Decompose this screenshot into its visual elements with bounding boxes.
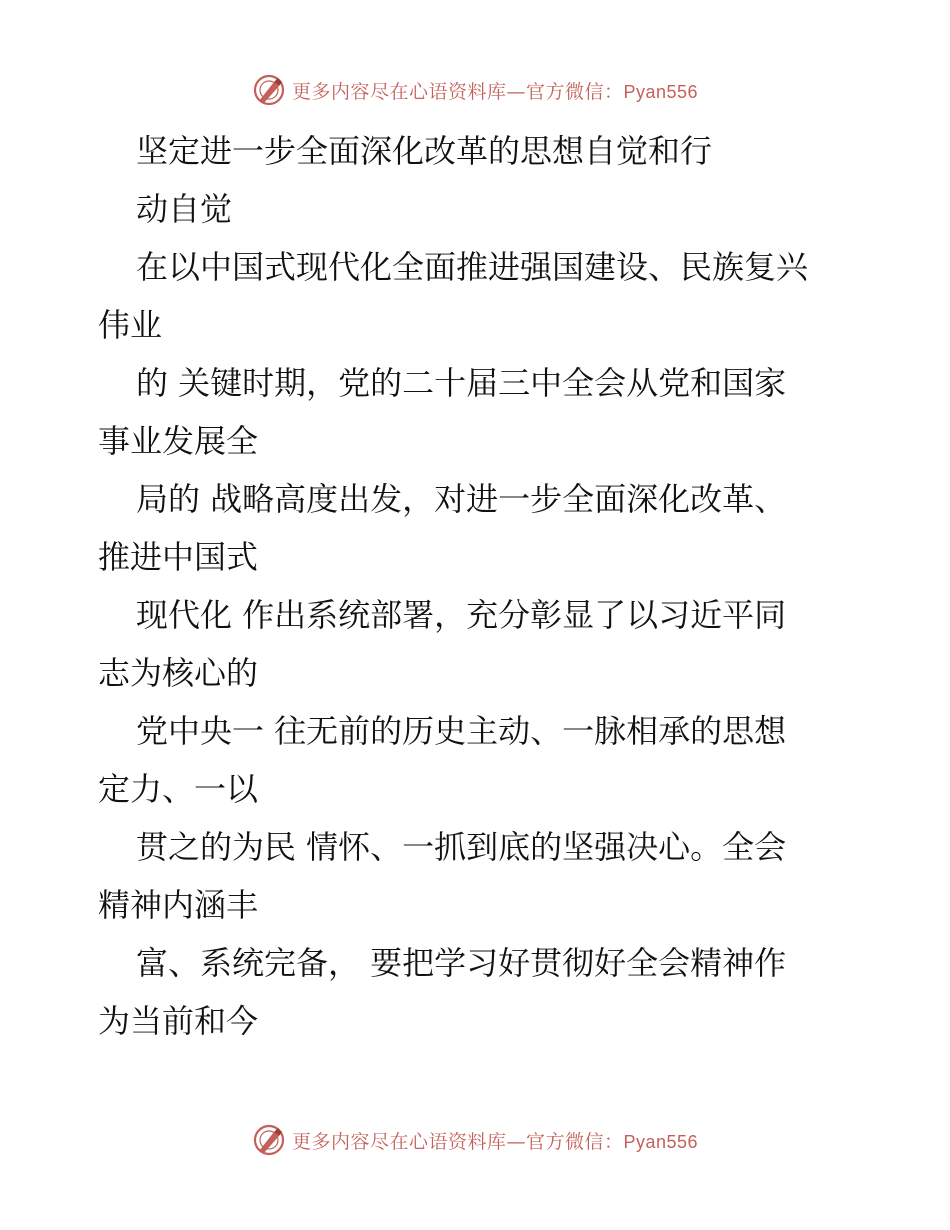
text-line: 现代化 作出系统部署，充分彰显了以习近平同: [136, 596, 787, 634]
banner-text: 更多内容尽在心语资料库—官方微信：Pyan556: [291, 1130, 699, 1153]
banner-text: 更多内容尽在心语资料库—官方微信：Pyan556: [291, 80, 699, 103]
text-line: 在以中国式现代化全面推进强国建设、民族复兴: [136, 248, 809, 286]
text-line: 精神内涵丰: [98, 886, 259, 924]
text-line: 的 关键时期，党的二十届三中全会从党和国家: [136, 364, 787, 402]
text-line: 事业发展全: [98, 422, 259, 460]
text-line: 党中央一 往无前的历史主动、一脉相承的思想: [136, 712, 787, 750]
text-line: 志为核心的: [98, 654, 259, 692]
text-line: 富、系统完备， 要把学习好贯彻好全会精神作: [136, 944, 787, 982]
text-line: 定力、一以: [98, 770, 259, 808]
pen-nib-logo-icon: [252, 1123, 286, 1157]
text-line: 为当前和今: [98, 1002, 259, 1040]
text-line: 贯之的为民 情怀、一抓到底的坚强决心。全会: [136, 828, 787, 866]
header-banner: [0, 70, 950, 110]
text-line: 局的 战略高度出发，对进一步全面深化改革、: [136, 480, 787, 518]
pen-nib-logo-icon: [252, 73, 286, 107]
text-line: 伟业: [98, 306, 163, 344]
text-line: 动自觉: [136, 190, 233, 228]
document-body: [98, 122, 858, 1050]
text-line: 推进中国式: [98, 538, 259, 576]
text-line: 坚定进一步全面深化改革的思想自觉和行: [136, 132, 713, 170]
footer-banner: [0, 1120, 950, 1160]
